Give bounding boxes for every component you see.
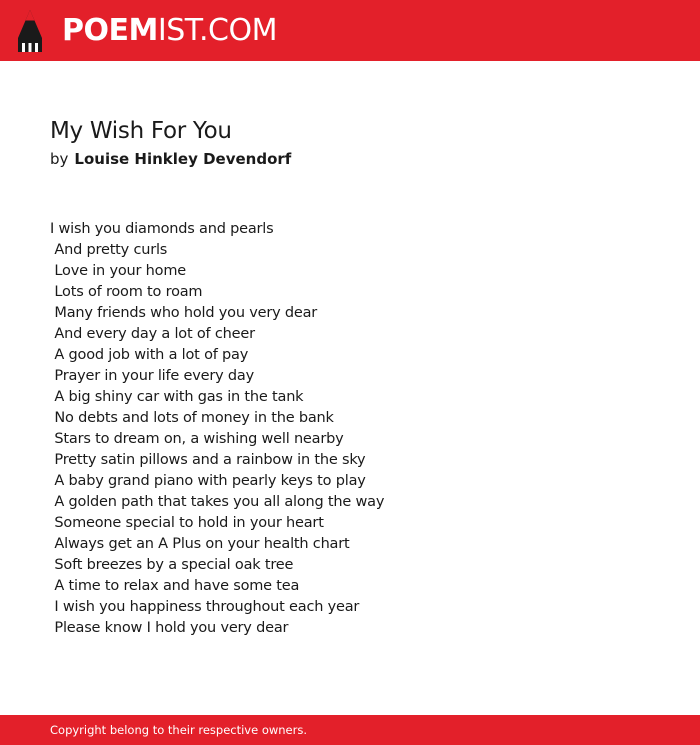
poem-line: And every day a lot of cheer [50, 326, 255, 342]
poem-line: Pretty satin pillows and a rainbow in the sky [50, 452, 366, 468]
poem-line: Soft breezes by a special oak tree [50, 557, 294, 573]
poem-line: Love in your home [50, 263, 186, 279]
logo-text-light: IST.COM [157, 13, 277, 48]
logo-text-bold: POEM [62, 13, 158, 48]
poem-line: Someone special to hold in your heart [50, 515, 324, 531]
poem-line: No debts and lots of money in the bank [50, 410, 334, 426]
poem-line: Stars to dream on, a wishing well nearby [50, 431, 344, 447]
poem-line: A big shiny car with gas in the tank [50, 389, 304, 405]
poem-line: Please know I hold you very dear [50, 620, 289, 636]
poem-title: My Wish For You [50, 118, 232, 144]
poem-line: Prayer in your life every day [50, 368, 254, 384]
poem-byline [50, 149, 291, 169]
poem-line: Lots of room to roam [50, 284, 203, 300]
poem-line: I wish you diamonds and pearls [50, 221, 274, 237]
copyright-text: Copyright belong to their respective owners. [50, 723, 308, 737]
site-logo-text [62, 13, 277, 48]
poem-line: A time to relax and have some tea [50, 578, 300, 594]
poem-author: Louise Hinkley Devendorf [74, 150, 292, 168]
poem-body [50, 219, 650, 639]
poem-line: I wish you happiness throughout each year [50, 599, 360, 615]
by-label: by [50, 150, 69, 168]
poem-line: Many friends who hold you very dear [50, 305, 318, 321]
poem-line: Always get an A Plus on your health chart [50, 536, 350, 552]
poem-line: And pretty curls [50, 242, 168, 258]
site-header [0, 0, 700, 61]
site-footer [0, 715, 700, 745]
poem-line: A golden path that takes you all along the way [50, 494, 385, 510]
pencil-icon [18, 10, 42, 52]
poem-line: A good job with a lot of pay [50, 347, 249, 363]
poem-line: A baby grand piano with pearly keys to play [50, 473, 366, 489]
